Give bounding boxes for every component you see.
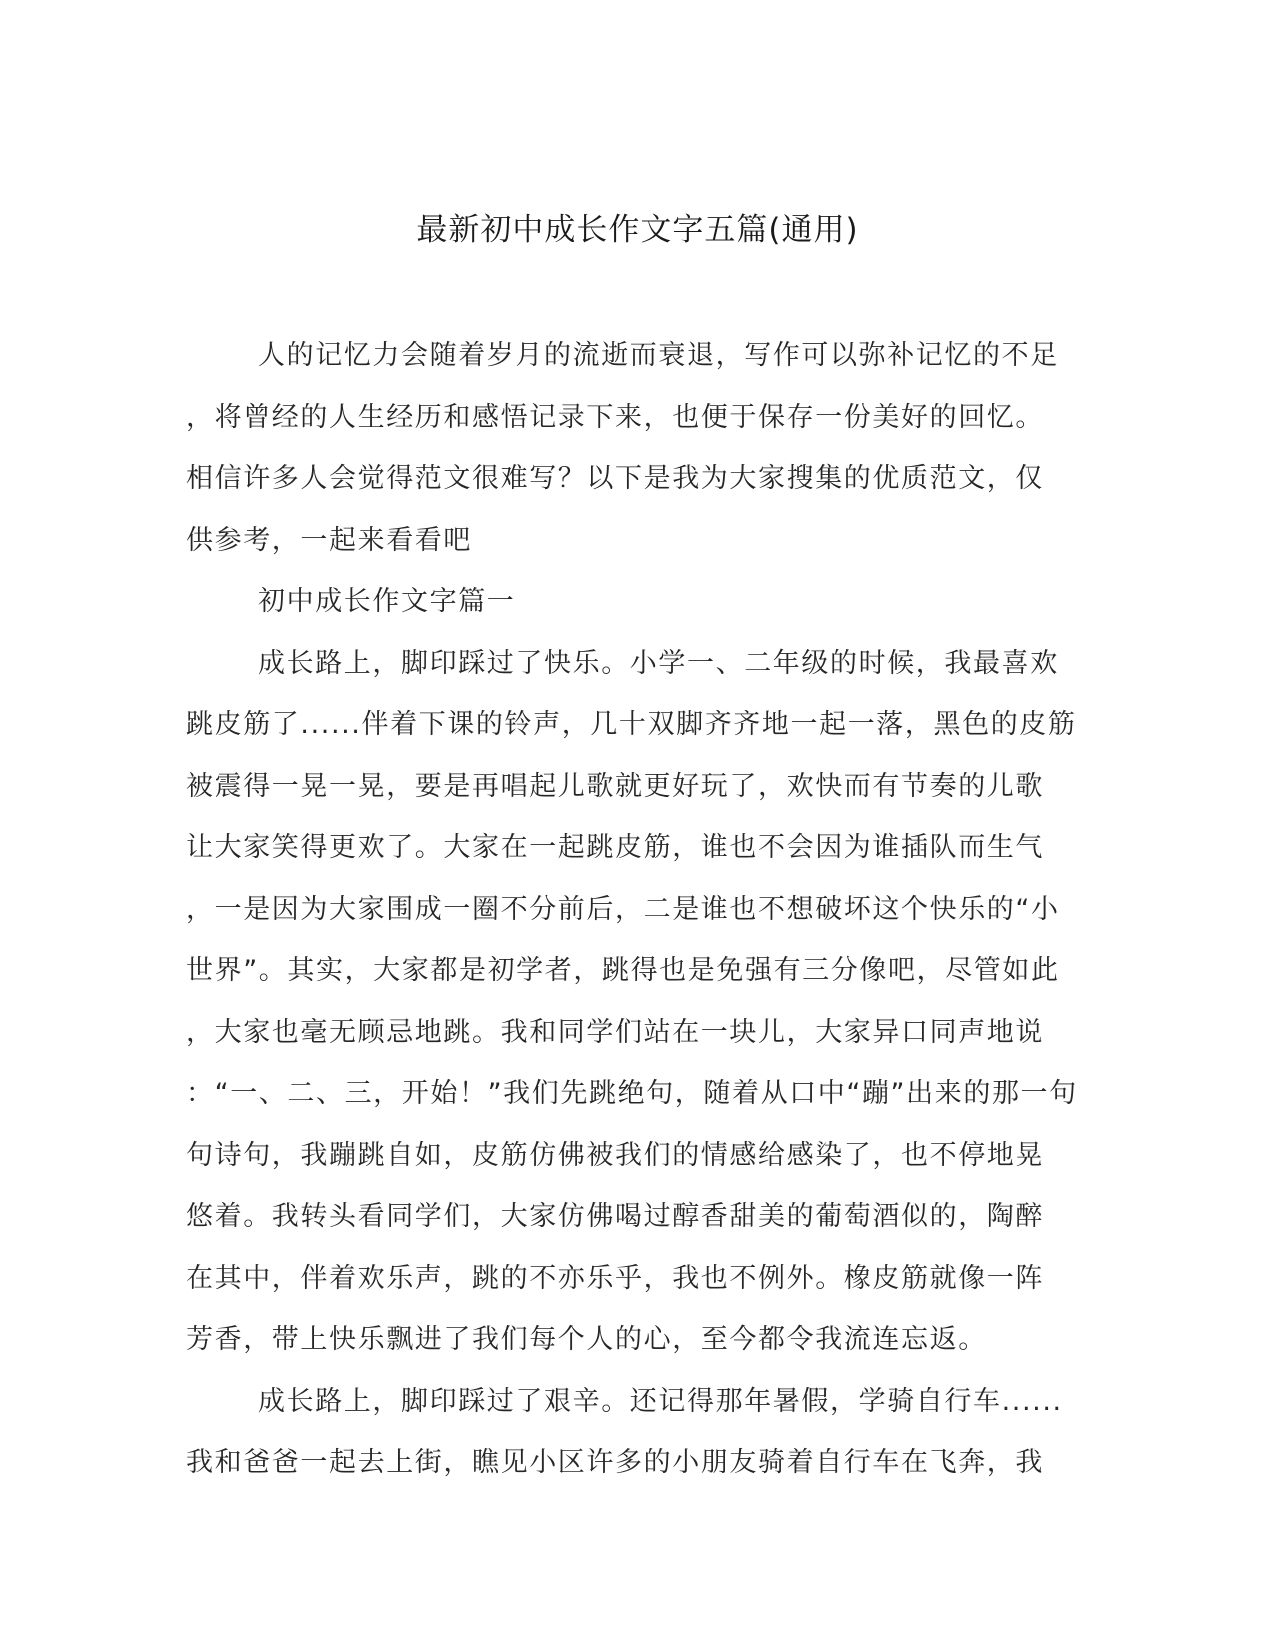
- document-body: [186, 325, 1078, 1494]
- text-line: 悠着。我转头看同学们，大家仿佛喝过醇香甜美的葡萄酒似的，陶醉: [186, 1201, 1044, 1232]
- document-title: 最新初中成长作文字五篇(通用): [416, 212, 859, 248]
- text-line: 在其中，伴着欢乐声，跳的不亦乐乎，我也不例外。橡皮筋就像一阵: [186, 1262, 1044, 1294]
- text-line: 供参考，一起来看看吧: [186, 524, 472, 556]
- text-line: ，大家也毫无顾忌地跳。我和同学们站在一块儿，大家异口同声地说: [186, 1016, 1044, 1048]
- text-line: 让大家笑得更欢了。大家在一起跳皮筋，谁也不会因为谁插队而生气: [186, 832, 1044, 863]
- text-line: ，将曾经的人生经历和感悟记录下来，也便于保存一份美好的回忆。: [186, 401, 1044, 433]
- text-line: 我和爸爸一起去上街，瞧见小区许多的小朋友骑着自行车在飞奔，我: [186, 1447, 1044, 1478]
- text-line: 被震得一晃一晃，要是再唱起儿歌就更好玩了，欢快而有节奏的儿歌: [186, 770, 1044, 802]
- text-line: ：“一、二、三，开始！”我们先跳绝句，随着从口中“蹦”出来的那一句: [186, 1078, 1078, 1109]
- text-line: ，一是因为大家围成一圈不分前后，二是谁也不想破坏这个快乐的“小: [186, 893, 1060, 925]
- text-line: 人的记忆力会随着岁月的流逝而衰退，写作可以弥补记忆的不足: [258, 340, 1059, 371]
- text-line: 成长路上，脚印踩过了艰辛。还记得那年暑假，学骑自行车......: [258, 1385, 1063, 1417]
- text-line: 芳香，带上快乐飘进了我们每个人的心，至今都令我流连忘返。: [186, 1324, 987, 1355]
- text-line: 跳皮筋了......伴着下课的铃声，几十双脚齐齐地一起一落，黑色的皮筋: [186, 709, 1077, 740]
- text-line: 句诗句，我蹦跳自如，皮筋仿佛被我们的情感给感染了，也不停地晃: [186, 1139, 1044, 1171]
- text-line: 世界”。其实，大家都是初学者，跳得也是免强有三分像吧，尽管如此: [186, 955, 1060, 986]
- text-line: 相信许多人会觉得范文很难写？以下是我为大家搜集的优质范文，仅: [186, 463, 1044, 494]
- text-line: 成长路上，脚印踩过了快乐。小学一、二年级的时候，我最喜欢: [258, 647, 1059, 679]
- text-line: 初中成长作文字篇一: [258, 586, 516, 617]
